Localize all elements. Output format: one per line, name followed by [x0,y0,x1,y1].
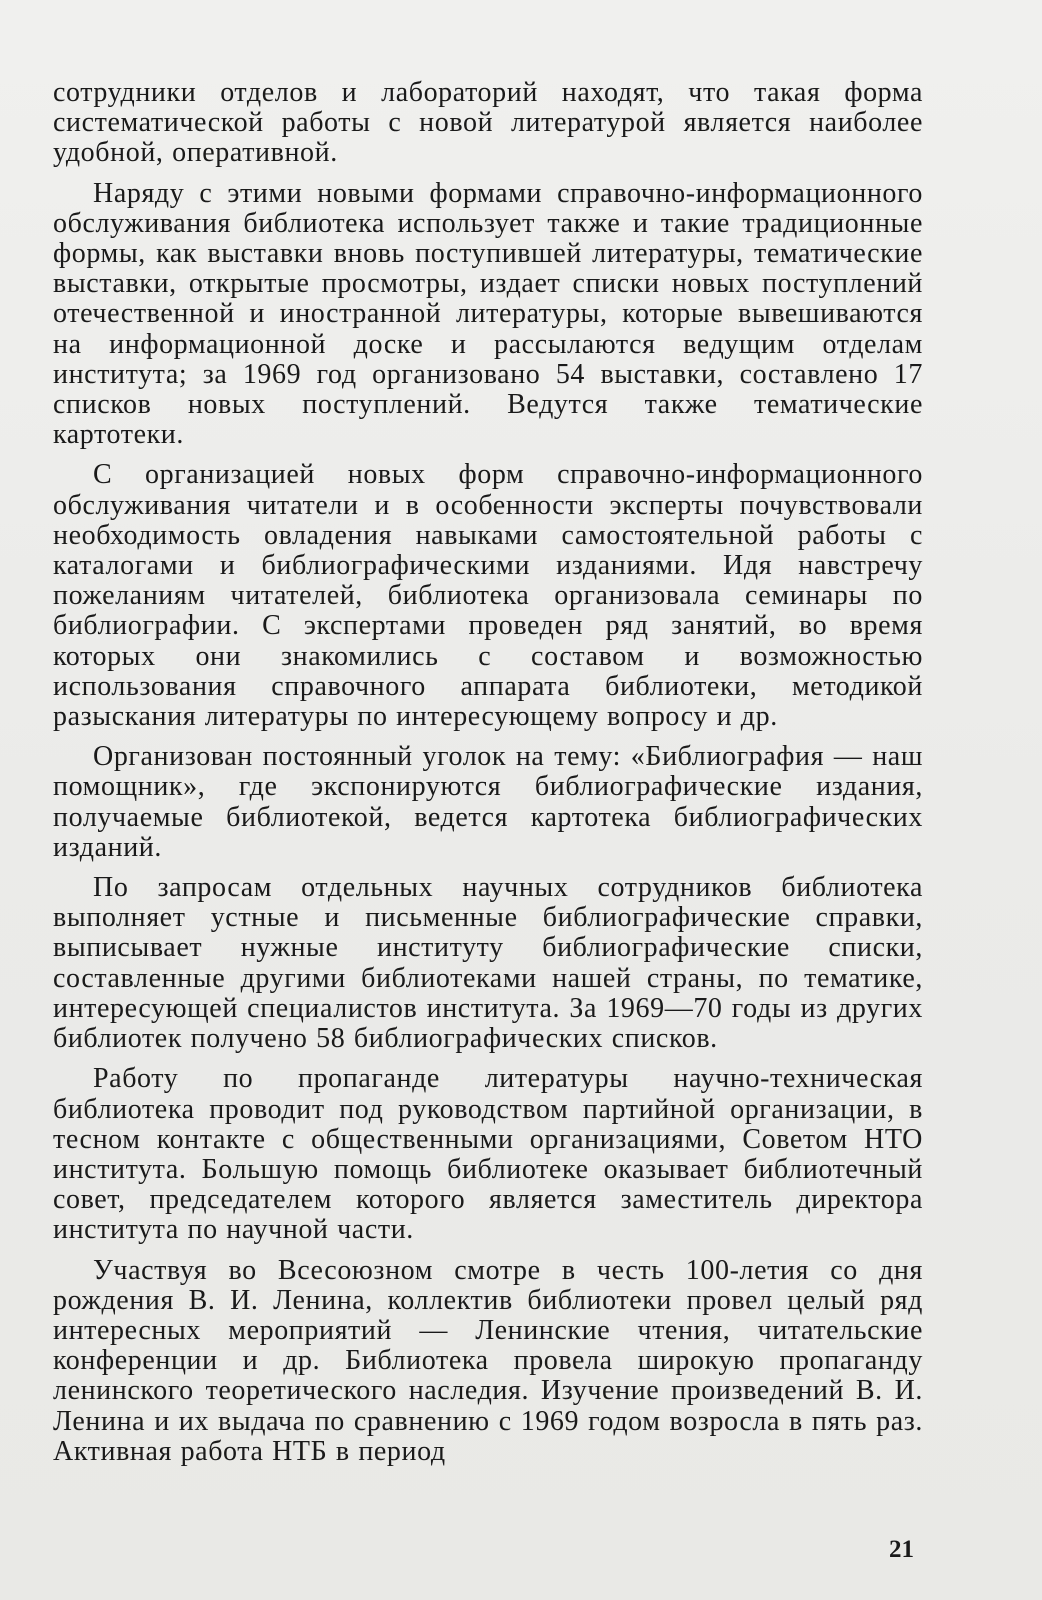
paragraph-1: сотрудники отделов и лабораторий находят, что такая форма систематической работы с новой литературой является наиболее удобной, оперативной. [53,77,923,169]
body-text [53,78,923,1477]
paragraph-4: Организован постоянный уголок на тему: «Библиография — наш помощник», где экспонируются библиографические издания, получаемые библиотекой, ведется картотека библиографических изданий. [53,741,923,863]
paragraph-2: Наряду с этими новыми формами справочно-информационного обслуживания библиотека использует также и такие традиционные формы, как выставки вновь поступившей литературы, тематические выставки, открытые просмотры, издает списки новых поступлений отечественной и иностранной литературы, которые вывешиваются на информационной доске и рассылаются ведущим отделам института; за 1969 год организовано 54 выставки, составлено 17 списков новых поступлений. Ведутся также тематические картотеки. [53,177,923,451]
page-number: 21 [889,1536,914,1563]
paragraph-5: По запросам отдельных научных сотрудников библиотека выполняет устные и письменные библиографические справки, выписывает нужные институту библиографические списки, составленные другими библиотеками нашей страны, по тематике, интересующей специалистов института. За 1969—70 годы из других библиотек получено 58 библиографических списков. [53,872,923,1055]
paragraph-3: С организацией новых форм справочно-информационного обслуживания читатели и в особенности эксперты почувствовали необходимость овладения навыками самостоятельной работы с каталогами и библиографическими изданиями. Идя навстречу пожеланиям читателей, библиотека организовала семинары по библиографии. С экспертами проведен ряд занятий, во время которых они знакомились с составом и возможностью использования справочного аппарата библиотеки, методикой разыскания литературы по интересующему вопросу и др. [53,459,923,733]
paragraph-7: Участвуя во Всесоюзном смотре в честь 100-летия со дня рождения В. И. Ленина, коллектив библиотеки провел целый ряд интересных мероприятий — Ленинские чтения, читательские конференции и др. Библиотека провела широкую пропаганду ленинского теоретического наследия. Изучение произведений В. И. Ленина и их выдача по сравнению с 1969 годом возросла в пять раз. Активная работа НТБ в период [53,1254,923,1467]
paragraph-6: Работу по пропаганде литературы научно-техническая библиотека проводит под руководством партийной организации, в тесном контакте с общественными организациями, Советом НТО института. Большую помощь библиотеке оказывает библиотечный совет, председателем которого является заместитель директора института по научной части. [53,1063,923,1246]
